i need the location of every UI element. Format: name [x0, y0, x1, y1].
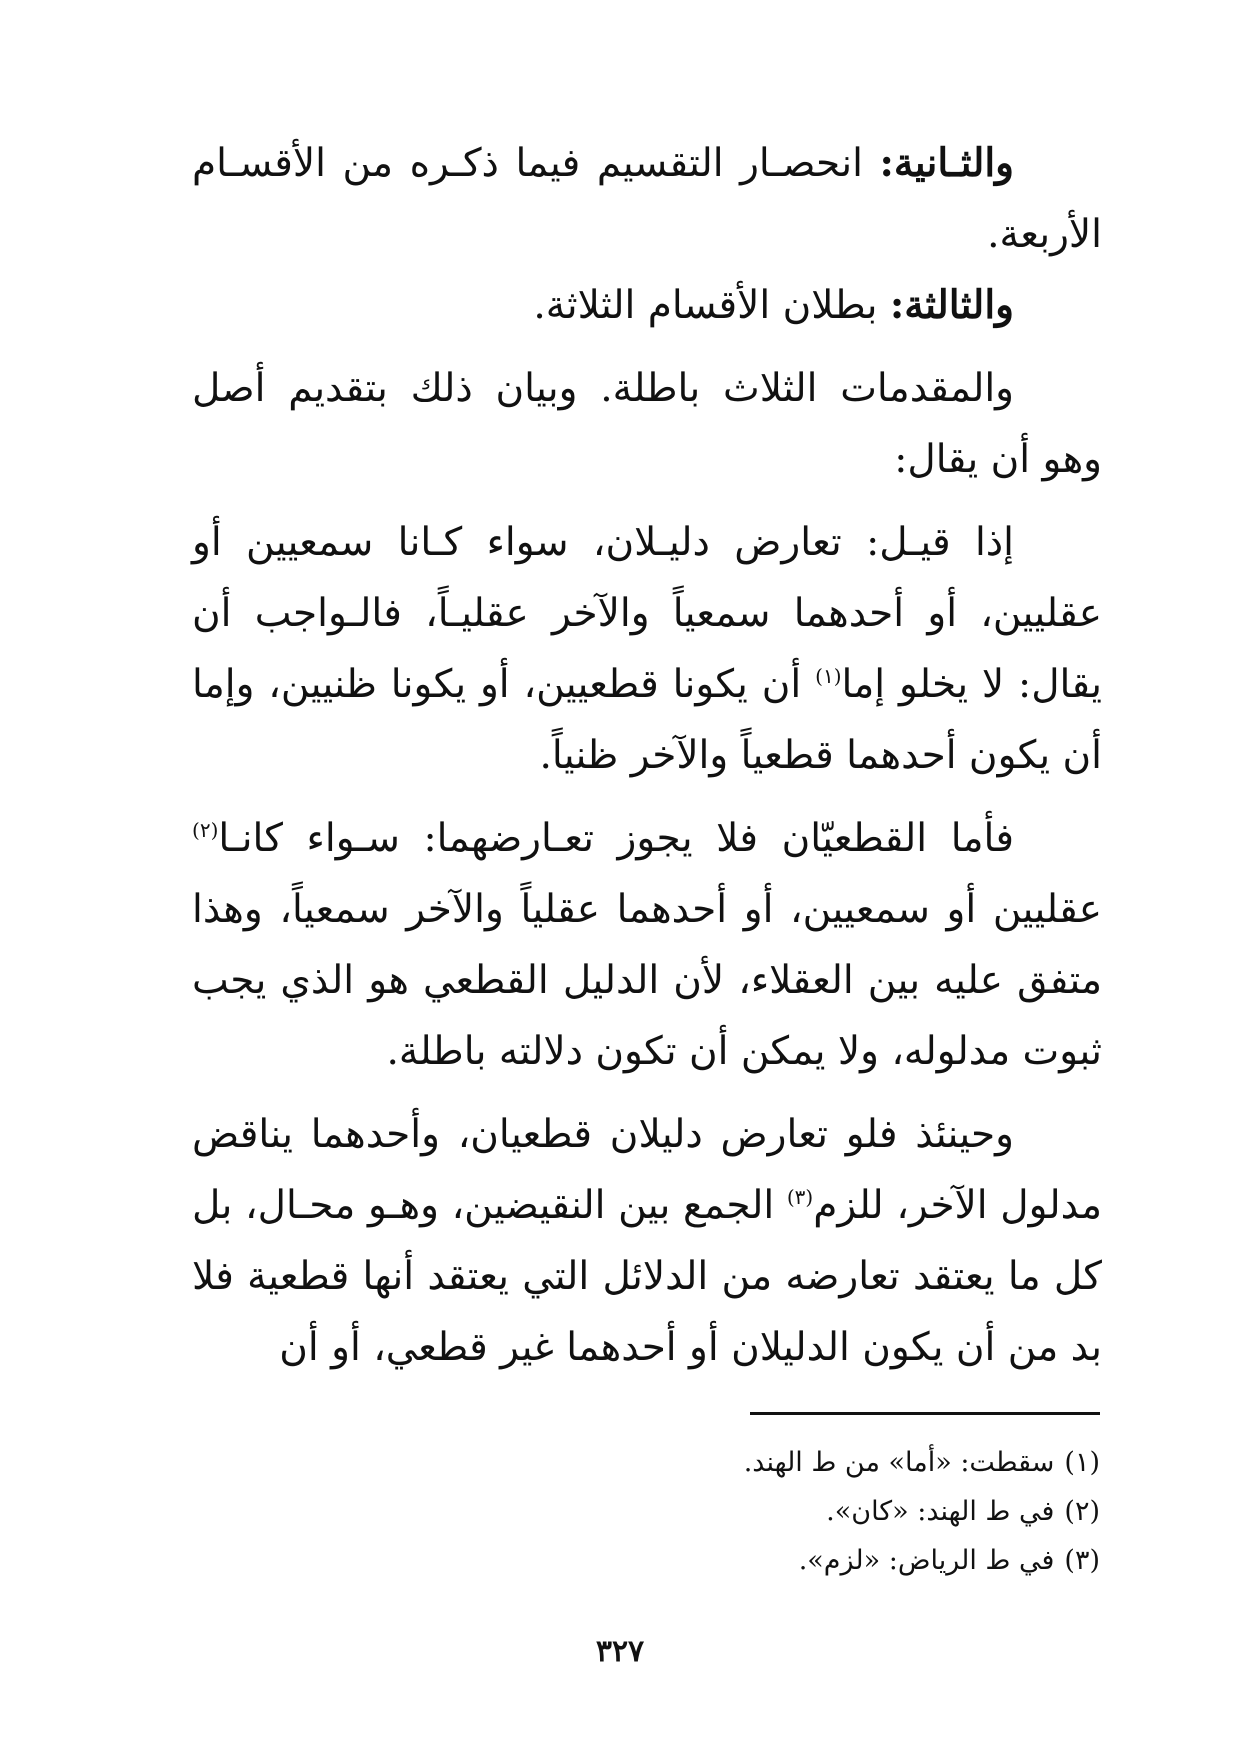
paragraph-text: أن يكونا قطعيين، أو يكونا ظنيين، وإما أن يكون أحدهما قطعياً والآخر ظنياً. — [192, 662, 1102, 778]
paragraph-text: وحينئذ فلو تعارض دليلان قطعيان، وأحدهما يناقض مدلول الآخر، للزم — [192, 1112, 1102, 1228]
footnote-text: في ط الرياض: «لزم». — [798, 1545, 1055, 1576]
footnotes — [400, 1438, 1100, 1585]
footnote-mark: (٢) — [1064, 1496, 1100, 1527]
footnote-mark: (١) — [1064, 1447, 1100, 1478]
footnote-divider — [750, 1412, 1100, 1415]
paragraph-third-premise — [192, 270, 1102, 341]
paragraph-definite-proofs — [192, 803, 1102, 1087]
footnote-ref[interactable]: (١) — [815, 664, 842, 688]
footnote-item — [400, 1487, 1100, 1536]
paragraph-second-premise — [192, 128, 1102, 270]
paragraph-text: والمقدمات الثلاث باطلة. وبيان ذلك بتقديم أصل وهو أن يقال: — [192, 366, 1102, 482]
footnote-item — [400, 1438, 1100, 1487]
paragraph-text: إذا قيـل: تعارض دليـلان، سواء كـانا سمعيين أو عقليين، أو أحدهما سمعياً والآخر عقليـاً، فالـواجب أن يقال: لا يخلو إما — [192, 520, 1102, 707]
footnote-ref[interactable]: (٢) — [192, 818, 219, 842]
page-number: ٣٢٧ — [595, 1634, 645, 1669]
footnote-text: في ط الهند: «كان». — [826, 1496, 1055, 1527]
paragraph-two-proofs — [192, 507, 1102, 791]
paragraph-contradiction — [192, 1099, 1102, 1383]
paragraph-text: بطلان الأقسام الثلاثة. — [533, 283, 890, 328]
footnote-text: سقطت: «أما» من ط الهند. — [743, 1447, 1055, 1478]
footnote-item — [400, 1536, 1100, 1585]
paragraph-text: عقليين أو سمعيين، أو أحدهما عقلياً والآخر سمعياً، وهذا متفق عليه بين العقلاء، لأن الدليل القطعي هو الذي يجب ثبوت مدلوله، ولا يمكن أن تكون دلالته باطلة. — [192, 887, 1102, 1074]
paragraph-lead: والثالثة: — [889, 282, 1014, 328]
footnote-ref[interactable]: (٣) — [786, 1185, 814, 1209]
paragraph-text: انحصـار التقسيم فيما ذكـره من الأقسـام الأربعة. — [192, 141, 1102, 257]
paragraph-premises-invalid — [192, 353, 1102, 495]
paragraph-text: فأما القطعيّان فلا يجوز تعـارضهما: سـواء كانـا — [218, 816, 1014, 861]
paragraph-lead: والثـانية: — [879, 140, 1014, 186]
paragraph-text: الجمع بين النقيضين، وهـو محـال، بل كل ما يعتقد تعارضه من الدلائل التي يعتقد أنها قطعية فلا بد من أن يكون الدليلان أو أحدهما غير قطعي، أو أن — [192, 1183, 1102, 1370]
main-text — [192, 128, 1102, 1383]
footnote-mark: (٣) — [1064, 1545, 1100, 1576]
